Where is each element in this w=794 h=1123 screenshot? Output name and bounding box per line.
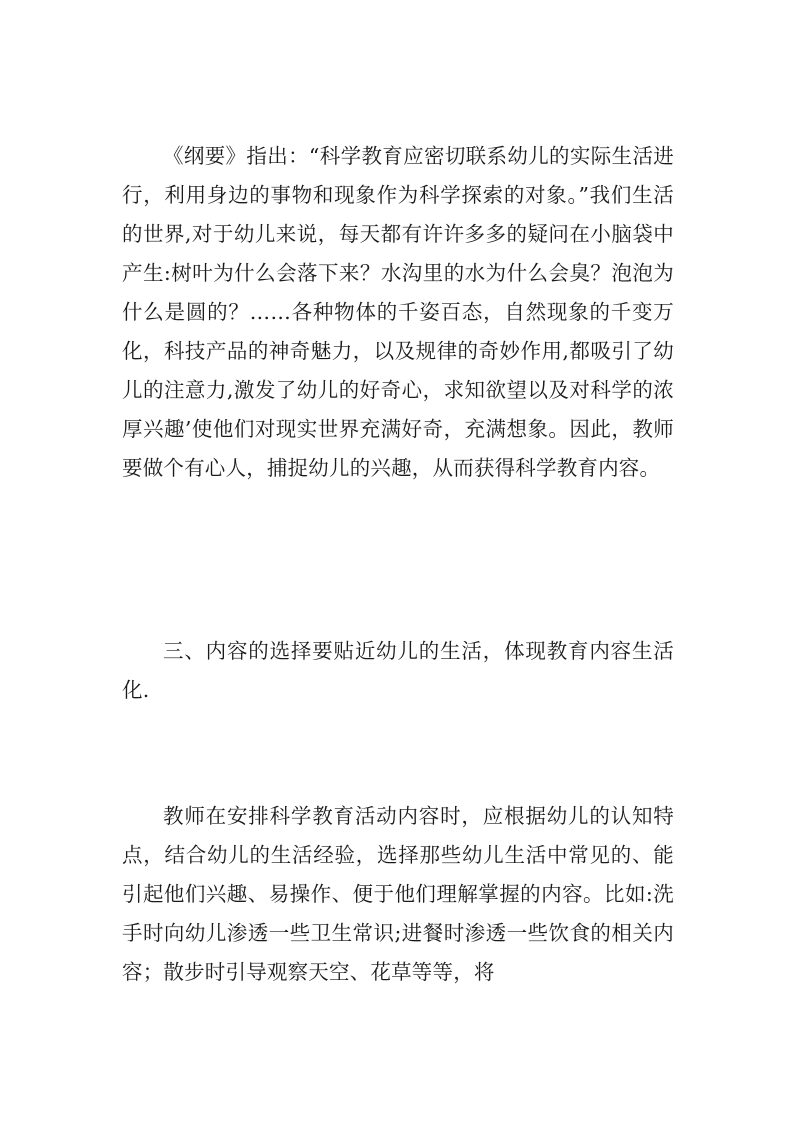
body-paragraph-1: 《纲要》指出：“科学教育应密切联系幼儿的实际生活进行，利用身边的事物和现象作为科学探索的对象。”我们生活的世界,对于幼儿来说，每天都有许许多多的疑问在小脑袋中产生:树叶为什么会落下来？水沟里的水为什么会臭？泡泡为什么是圆的？……各种物体的千姿百态，自然现象的千变万化，科技产品的神奇魅力，以及规律的奇妙作用,都吸引了幼儿的注意力,激发了幼儿的好奇心，求知欲望以及对科学的浓厚兴趣’使他们对现实世界充满好奇，充满想象。因此，教师要做个有心人，捕捉幼儿的兴趣，从而获得科学教育内容。 (122, 144, 674, 480)
section-heading-3: 三、内容的选择要贴近幼儿的生活，体现教育内容生活化. (122, 639, 674, 702)
body-paragraph-2: 教师在安排科学教育活动内容时，应根据幼儿的认知特点，结合幼儿的生活经验，选择那些幼儿生活中常见的、能引起他们兴趣、易操作、便于他们理解掌握的内容。比如:洗手时向幼儿渗透一些卫生常识;进餐时渗透一些饮食的相关内容；散步时引导观察天空、花草等等，将 (122, 804, 674, 984)
